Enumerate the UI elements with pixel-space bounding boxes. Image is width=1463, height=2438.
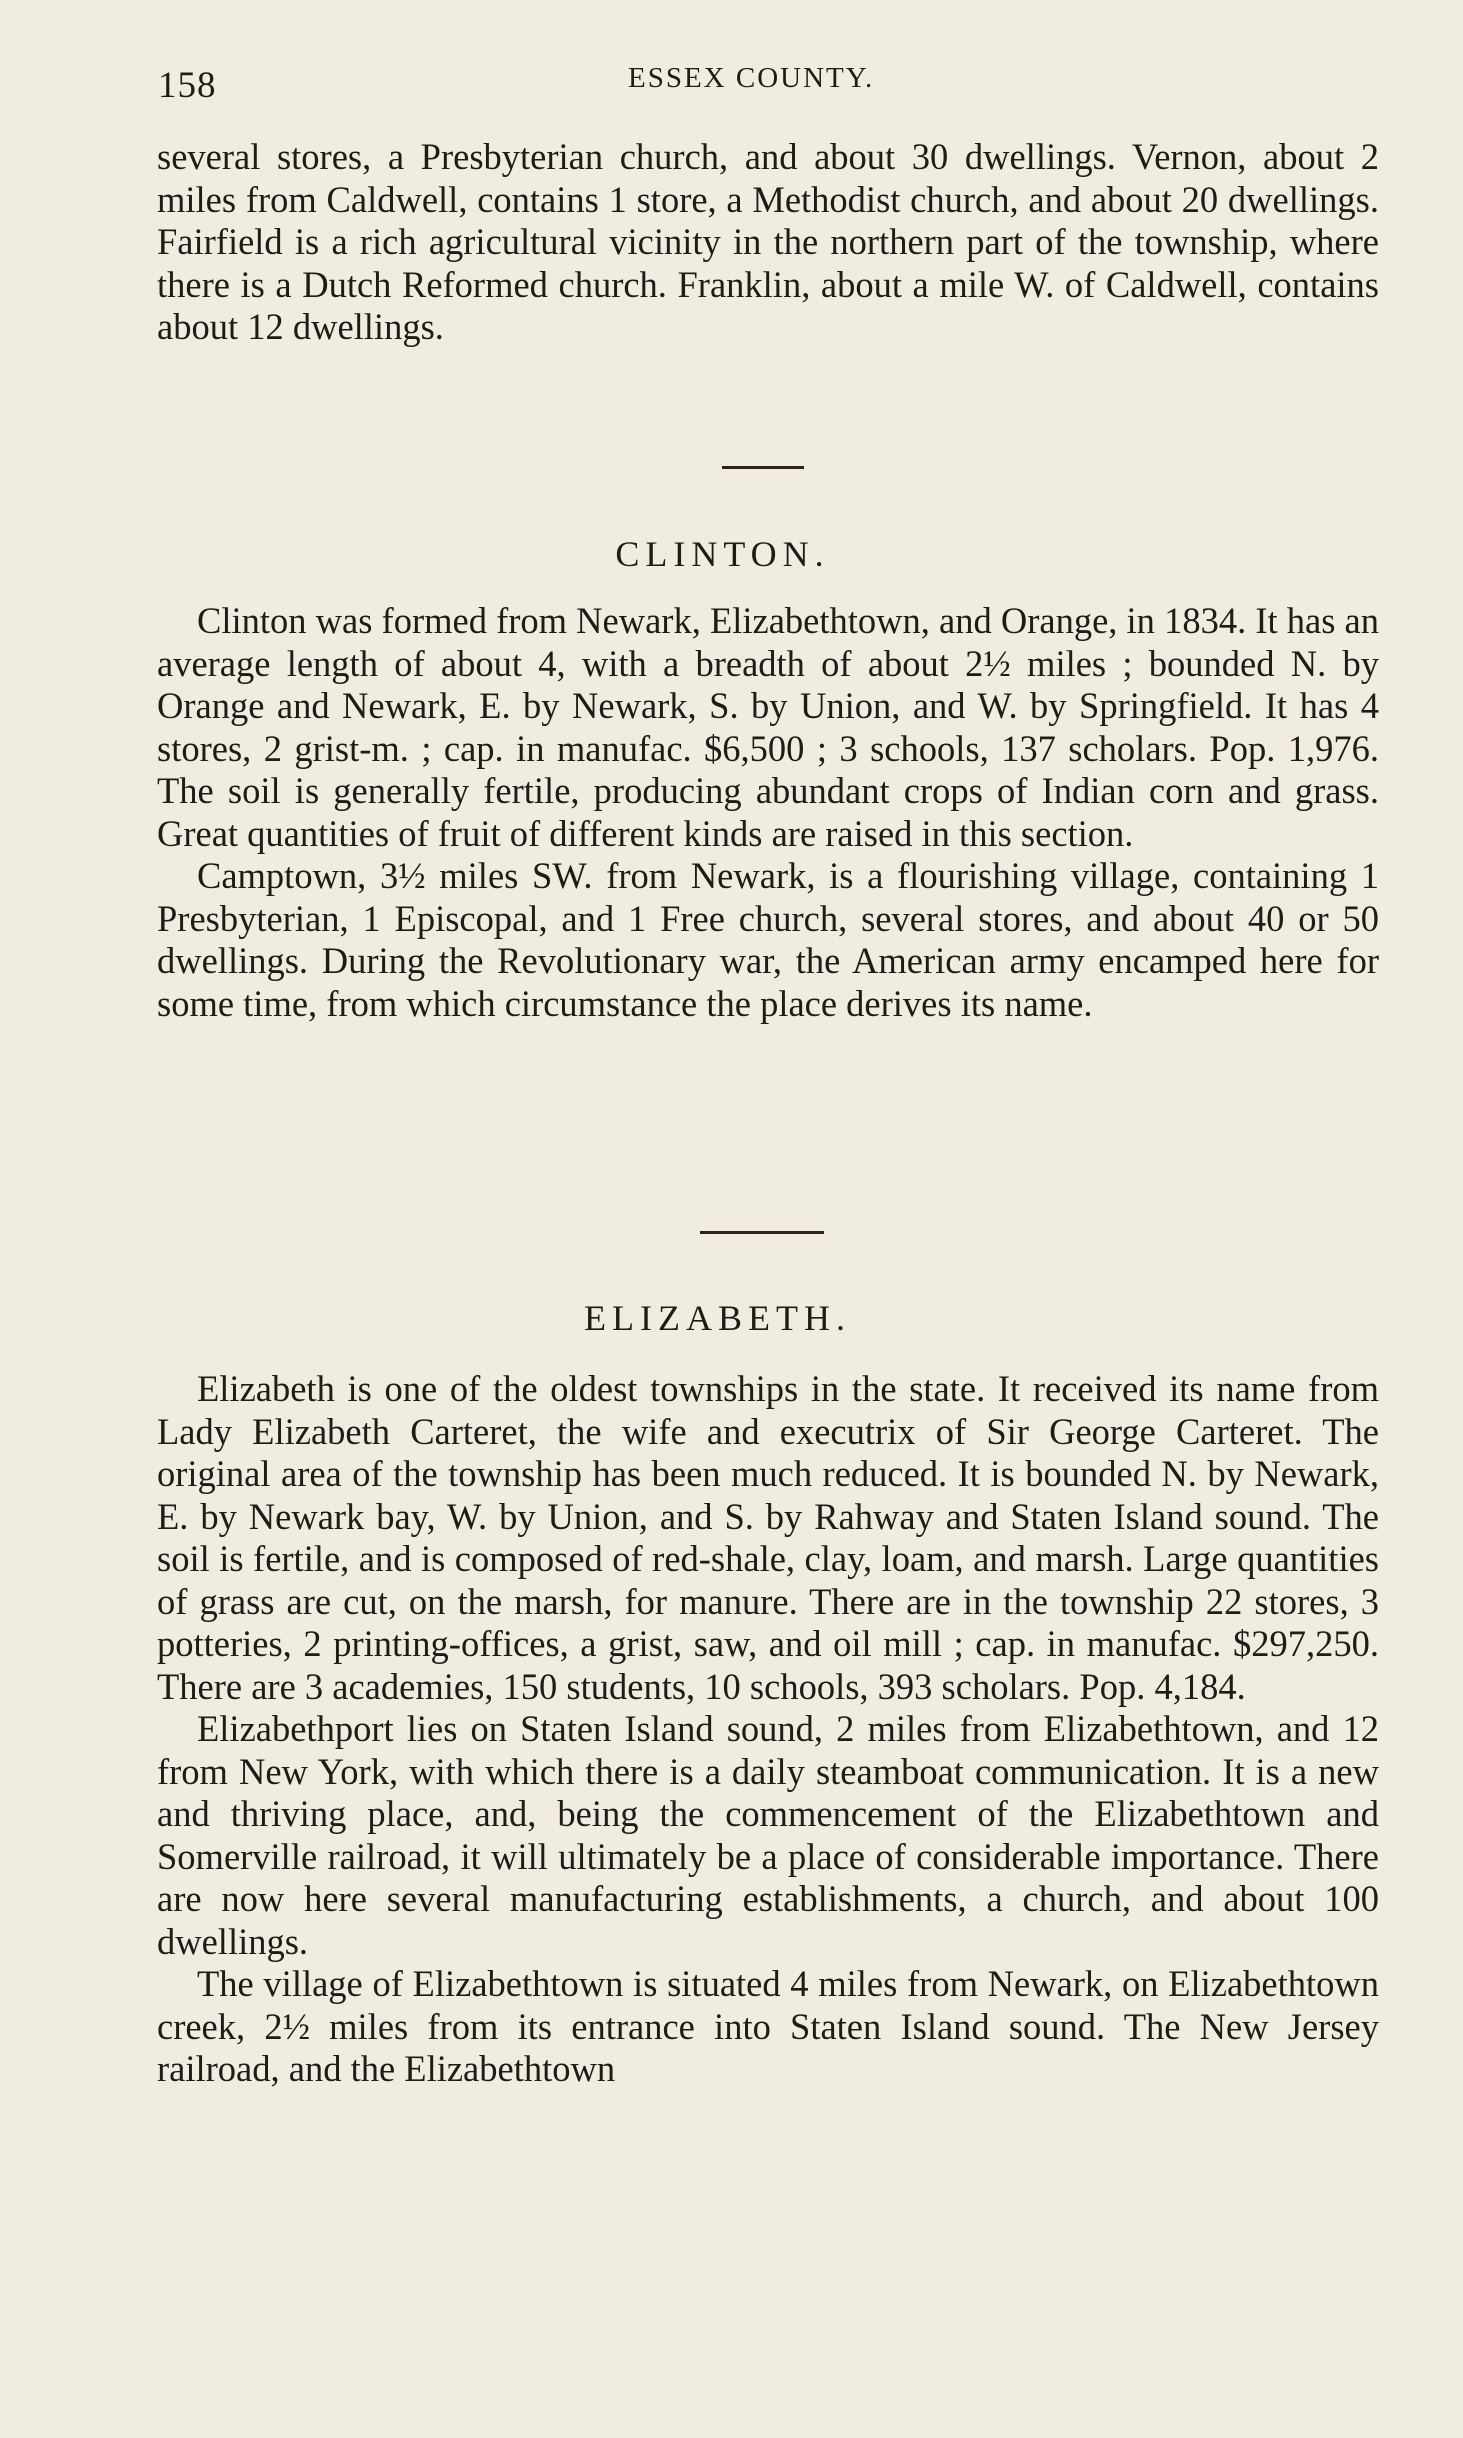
elizabeth-paragraph: Elizabeth is one of the oldest townships in the state. It received its name from Lady Elizabeth Carteret, the wife and executrix of Sir George Carteret. The original area of the township has been much reduced. It is bounded N. by Newark, E. by Newark bay, W. by Union, and S. by Rahway and Staten Island sound. The soil is fertile, and is composed of red-shale, clay, loam, and marsh. Large quantities of grass are cut, on the marsh, for manure. There are in the township 22 stores, 3 potteries, 2 printing-offices, a grist, saw, and oil mill ; cap. in manufac. $297,250. There are 3 academies, 150 students, 10 schools, 393 scholars. Pop. 4,184.: [157, 1368, 1379, 1707]
section-divider-rule: [700, 1231, 824, 1234]
clinton-paragraph: Clinton was formed from Newark, Elizabethtown, and Orange, in 1834. It has an average length of about 4, with a breadth of about 2½ miles ; bounded N. by Orange and Newark, E. by Newark, S. by Union, and W. by Springfield. It has 4 stores, 2 grist-m. ; cap. in manufac. $6,500 ; 3 schools, 137 scholars. Pop. 1,976. The soil is generally fertile, producing abundant crops of Indian corn and grass. Great quantities of fruit of different kinds are raised in this section.: [157, 600, 1379, 854]
elizabeth-section-text: [157, 1368, 1379, 2091]
running-head-title: ESSEX COUNTY.: [628, 62, 875, 94]
elizabethport-paragraph: Elizabethport lies on Staten Island sound, 2 miles from Elizabethtown, and 12 from New York, with which there is a daily steamboat communication. It is a new and thriving place, and, being the commencement of the Elizabethtown and Somerville railroad, it will ultimately be a place of considerable importance. There are now here several manufacturing establishments, a church, and about 100 dwellings.: [157, 1708, 1379, 1962]
running-head: [158, 58, 1376, 108]
intro-paragraph: several stores, a Presbyterian church, and about 30 dwellings. Vernon, about 2 miles from Caldwell, contains 1 store, a Methodist church, and about 20 dwellings. Fairfield is a rich agricultural vicinity in the northern part of the township, where there is a Dutch Reformed church. Franklin, about a mile W. of Caldwell, contains about 12 dwellings.: [157, 136, 1379, 347]
intro-text-block: [157, 136, 1379, 349]
section-heading-clinton: CLINTON.: [615, 534, 830, 574]
section-heading-elizabeth: ELIZABETH.: [584, 1298, 851, 1338]
clinton-section-text: [157, 600, 1379, 1025]
page-number: 158: [158, 65, 217, 106]
elizabethtown-paragraph: The village of Elizabethtown is situated 4 miles from Newark, on Elizabethtown creek, 2½ miles from its entrance into Staten Island sound. The New Jersey railroad, and the Elizabethtown: [157, 1963, 1379, 2089]
section-divider-rule: [722, 466, 804, 469]
camptown-paragraph: Camptown, 3½ miles SW. from Newark, is a flourishing village, containing 1 Presbyterian, 1 Episcopal, and 1 Free church, several stores, and about 40 or 50 dwellings. During the Revolutionary war, the American army encamped here for some time, from which circumstance the place derives its name.: [157, 855, 1379, 1024]
